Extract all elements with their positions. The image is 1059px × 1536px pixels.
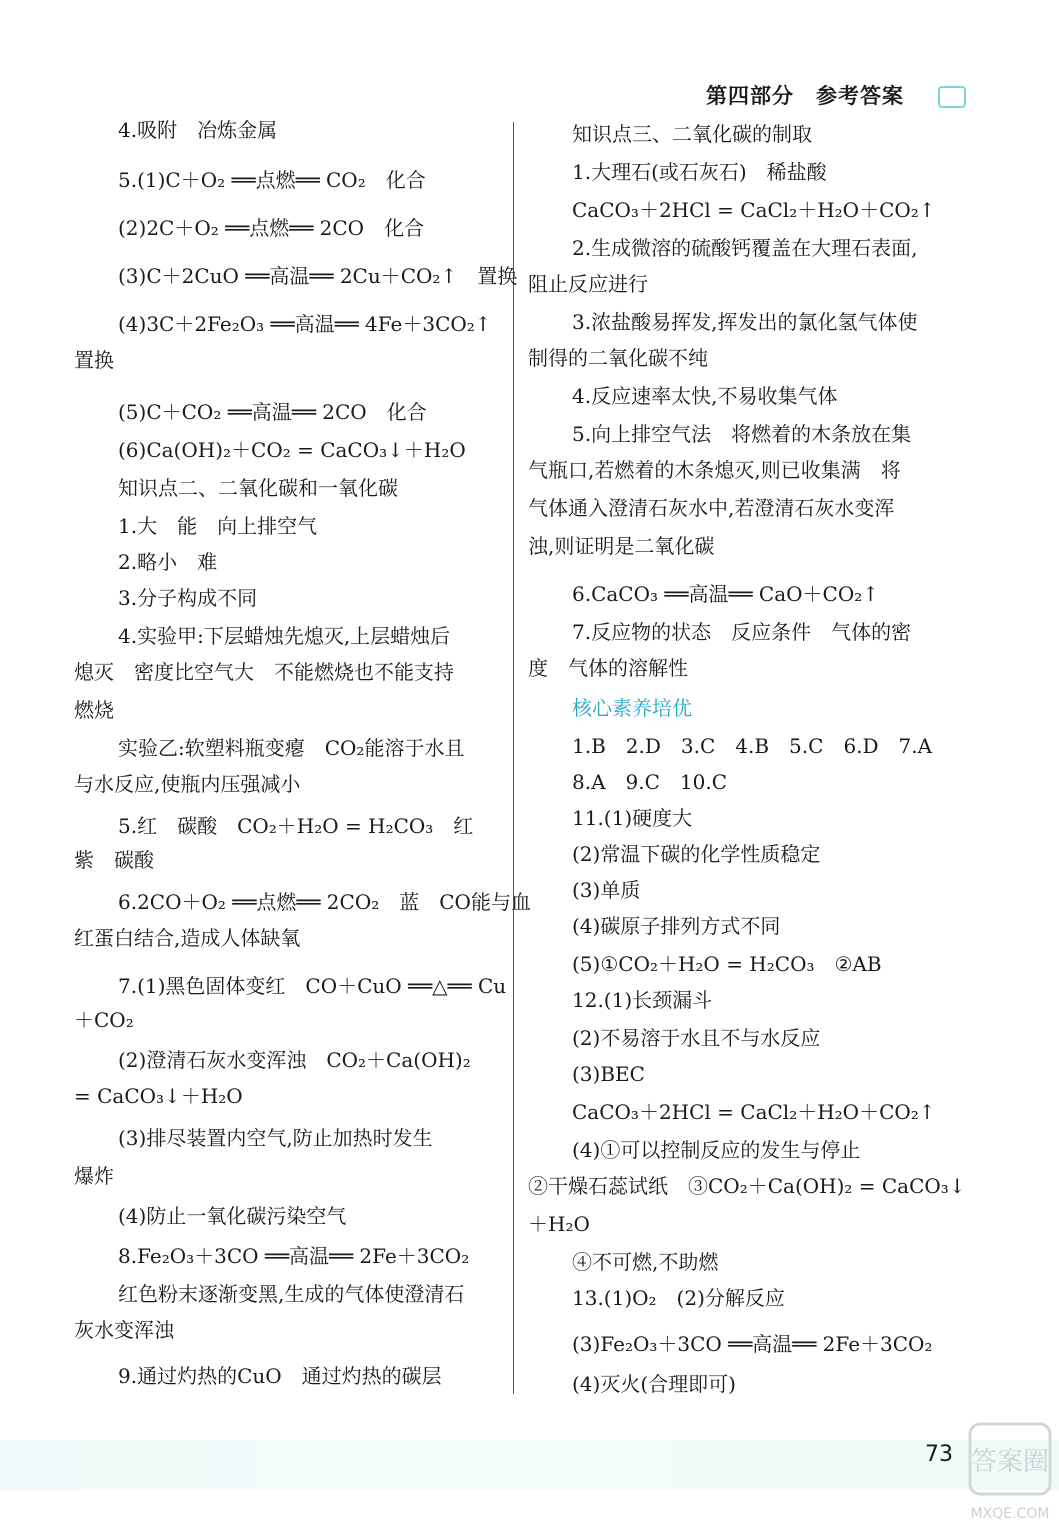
left-line-4: (4)3C＋2Fe₂O₃ ══高温══ 4Fe＋3CO₂↑ bbox=[118, 312, 492, 336]
right-line-21: (4)碳原子排列方式不同 bbox=[572, 914, 781, 938]
left-line-6: (5)C＋CO₂ ══高温══ 2CO 化合 bbox=[118, 400, 427, 424]
left-line-9: 1.大 能 向上排空气 bbox=[118, 514, 318, 538]
header-section: 第四部分 bbox=[706, 83, 794, 108]
right-line-9: 气瓶口,若燃着的木条熄灭,则已收集满 将 bbox=[528, 458, 901, 482]
left-line-17: 5.红 碳酸 CO₂＋H₂O = H₂CO₃ 红 bbox=[118, 814, 474, 838]
left-line-10: 2.略小 难 bbox=[118, 550, 218, 574]
right-line-2: CaCO₃＋2HCl = CaCl₂＋H₂O＋CO₂↑ bbox=[572, 198, 936, 222]
right-line-5: 3.浓盐酸易挥发,挥发出的氯化氢气体使 bbox=[572, 310, 918, 334]
right-line-1: 1.大理石(或石灰石) 稀盐酸 bbox=[572, 160, 827, 184]
right-line-6: 制得的二氧化碳不纯 bbox=[528, 346, 708, 370]
right-line-23: 12.(1)长颈漏斗 bbox=[572, 988, 713, 1012]
left-line-27: (4)防止一氧化碳污染空气 bbox=[118, 1204, 347, 1228]
right-line-14: 度 气体的溶解性 bbox=[528, 656, 688, 680]
left-line-22: ＋CO₂ bbox=[74, 1008, 134, 1032]
right-line-15: 核心素养培优 bbox=[572, 696, 692, 720]
left-line-14: 燃烧 bbox=[74, 698, 114, 722]
left-line-8: 知识点二、二氧化碳和一氧化碳 bbox=[118, 476, 398, 500]
left-line-30: 灰水变浑浊 bbox=[74, 1318, 174, 1342]
right-line-16: 1.B 2.D 3.C 4.B 5.C 6.D 7.A bbox=[572, 734, 933, 758]
left-line-11: 3.分子构成不同 bbox=[118, 586, 258, 610]
left-line-28: 8.Fe₂O₃＋3CO ══高温══ 2Fe＋3CO₂ bbox=[118, 1244, 470, 1268]
right-line-29: ＋H₂O bbox=[528, 1212, 590, 1236]
watermark-text-bottom: MXQE.COM bbox=[970, 1506, 1050, 1522]
left-line-0: 4.吸附 冶炼金属 bbox=[118, 118, 278, 142]
right-line-25: (3)BEC bbox=[572, 1062, 645, 1086]
left-line-21: 7.(1)黑色固体变红 CO＋CuO ══△══ Cu bbox=[118, 974, 507, 998]
right-line-8: 5.向上排空气法 将燃着的木条放在集 bbox=[572, 422, 912, 446]
left-line-16: 与水反应,使瓶内压强减小 bbox=[74, 772, 301, 796]
right-line-0: 知识点三、二氧化碳的制取 bbox=[572, 122, 812, 146]
left-line-7: (6)Ca(OH)₂＋CO₂ = CaCO₃↓＋H₂O bbox=[118, 438, 466, 462]
right-line-32: (3)Fe₂O₃＋3CO ══高温══ 2Fe＋3CO₂ bbox=[572, 1332, 933, 1356]
right-line-11: 浊,则证明是二氧化碳 bbox=[528, 534, 715, 558]
right-line-19: (2)常温下碳的化学性质稳定 bbox=[572, 842, 821, 866]
left-line-19: 6.2CO＋O₂ ══点燃══ 2CO₂ 蓝 CO能与血 bbox=[118, 890, 531, 914]
left-line-1: 5.(1)C＋O₂ ══点燃══ CO₂ 化合 bbox=[118, 168, 426, 192]
left-line-31: 9.通过灼热的CuO 通过灼热的碳层 bbox=[118, 1364, 442, 1388]
column-divider bbox=[513, 122, 514, 1394]
right-line-10: 气体通入澄清石灰水中,若澄清石灰水变浑 bbox=[528, 496, 895, 520]
left-line-13: 熄灭 密度比空气大 不能燃烧也不能支持 bbox=[74, 660, 454, 684]
left-line-24: = CaCO₃↓＋H₂O bbox=[74, 1084, 243, 1108]
right-line-31: 13.(1)O₂ (2)分解反应 bbox=[572, 1286, 785, 1310]
right-line-13: 7.反应物的状态 反应条件 气体的密 bbox=[572, 620, 912, 644]
left-line-18: 紫 碳酸 bbox=[74, 848, 154, 872]
right-line-30: ④不可燃,不助燃 bbox=[572, 1250, 719, 1274]
right-line-27: (4)①可以控制反应的发生与停止 bbox=[572, 1138, 861, 1162]
right-line-24: (2)不易溶于水且不与水反应 bbox=[572, 1026, 821, 1050]
watermark-logo bbox=[968, 1418, 1054, 1528]
left-line-2: (2)2C＋O₂ ══点燃══ 2CO 化合 bbox=[118, 216, 425, 240]
left-line-23: (2)澄清石灰水变浑浊 CO₂＋Ca(OH)₂ bbox=[118, 1048, 471, 1072]
footer-band bbox=[0, 1440, 1059, 1490]
right-line-26: CaCO₃＋2HCl = CaCl₂＋H₂O＋CO₂↑ bbox=[572, 1100, 936, 1124]
left-line-29: 红色粉末逐渐变黑,生成的气体使澄清石 bbox=[118, 1282, 465, 1306]
right-line-3: 2.生成微溶的硫酸钙覆盖在大理石表面, bbox=[572, 236, 918, 260]
right-line-18: 11.(1)硬度大 bbox=[572, 806, 693, 830]
header-title: 参考答案 bbox=[816, 83, 904, 108]
left-line-26: 爆炸 bbox=[74, 1164, 114, 1188]
header-tab-icon bbox=[938, 86, 966, 108]
watermark-text-top: 答案圈 bbox=[970, 1447, 1050, 1477]
right-line-7: 4.反应速率太快,不易收集气体 bbox=[572, 384, 838, 408]
right-line-17: 8.A 9.C 10.C bbox=[572, 770, 728, 794]
left-line-5: 置换 bbox=[74, 348, 114, 372]
left-line-3: (3)C＋2CuO ══高温══ 2Cu＋CO₂↑ 置换 bbox=[118, 264, 518, 288]
left-line-25: (3)排尽装置内空气,防止加热时发生 bbox=[118, 1126, 433, 1150]
right-line-12: 6.CaCO₃ ══高温══ CaO＋CO₂↑ bbox=[572, 582, 880, 606]
page-number: 73 bbox=[925, 1442, 953, 1467]
left-line-15: 实验乙:软塑料瓶变瘪 CO₂能溶于水且 bbox=[118, 736, 465, 760]
right-line-20: (3)单质 bbox=[572, 878, 641, 902]
right-line-4: 阻止反应进行 bbox=[528, 272, 648, 296]
left-line-12: 4.实验甲:下层蜡烛先熄灭,上层蜡烛后 bbox=[118, 624, 451, 648]
left-line-20: 红蛋白结合,造成人体缺氧 bbox=[74, 926, 301, 950]
right-line-28: ②干燥石蕊试纸 ③CO₂＋Ca(OH)₂ = CaCO₃↓ bbox=[528, 1174, 966, 1198]
right-line-22: (5)①CO₂＋H₂O = H₂CO₃ ②AB bbox=[572, 952, 882, 976]
right-line-33: (4)灭火(合理即可) bbox=[572, 1372, 736, 1396]
